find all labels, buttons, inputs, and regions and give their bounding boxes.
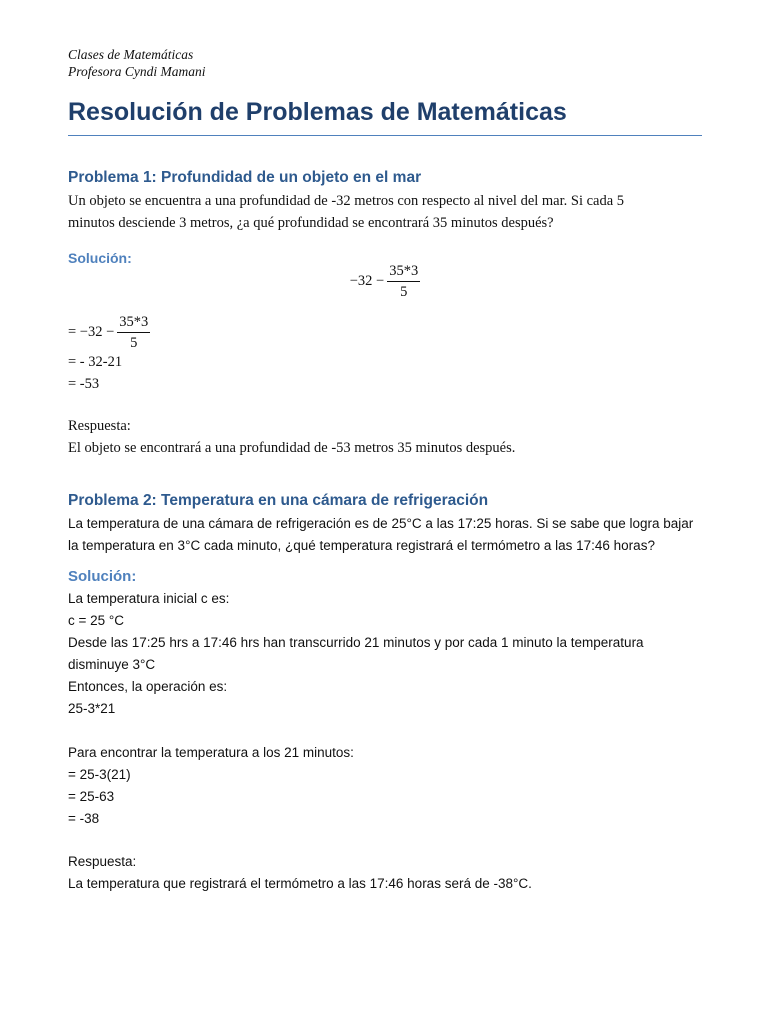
fraction bbox=[387, 262, 420, 301]
problem-2-statement-line1: La temperatura de una cámara de refrigeración es de 25°C a las 17:25 horas. Si se sabe que logra bajar bbox=[68, 516, 694, 531]
problem-1-centered-expression bbox=[68, 262, 702, 301]
header-teacher-name: Profesora Cyndi Mamani bbox=[68, 64, 206, 79]
problem-2-calc-step: = -38 bbox=[68, 811, 100, 826]
fraction-denominator: 5 bbox=[400, 284, 408, 300]
problem-1-answer-text: El objeto se encontrará a una profundidad de -53 metros 35 minutos después. bbox=[68, 440, 516, 456]
problem-2-line: 25-3*21 bbox=[68, 701, 116, 716]
fraction-numerator: 35*3 bbox=[387, 262, 420, 282]
problem-1-step-2: = - 32-21 bbox=[68, 354, 123, 370]
problem-1-heading: Problema 1: Profundidad de un objeto en el mar bbox=[68, 169, 422, 186]
problem-2-line: Desde las 17:25 hrs a 17:46 hrs han transcurrido 21 minutos y por cada 1 minuto la temperatura bbox=[68, 635, 644, 650]
problem-1-statement-line1: Un objeto se encuentra a una profundidad de -32 metros con respecto al nivel del mar. Si cada 5 bbox=[68, 193, 625, 209]
problem-1-step-3: = -53 bbox=[68, 376, 100, 392]
problem-2-line: disminuye 3°C bbox=[68, 657, 156, 672]
problem-1-step-1 bbox=[68, 313, 702, 352]
problem-2-heading: Problema 2: Temperatura en una cámara de refrigeración bbox=[68, 492, 489, 509]
problem-2-solution-label: Solución: bbox=[68, 568, 137, 585]
problem-2-statement-line2: la temperatura en 3°C cada minuto, ¿qué temperatura registrará el termómetro a las 17:46 horas? bbox=[68, 538, 655, 553]
problem-1-answer-label: Respuesta: bbox=[68, 418, 131, 434]
problem-1-section bbox=[68, 168, 702, 459]
header-class-name: Clases de Matemáticas bbox=[68, 47, 194, 62]
fraction-numerator: 35*3 bbox=[117, 313, 150, 333]
fraction-denominator: 5 bbox=[130, 335, 138, 351]
problem-2-line: Entonces, la operación es: bbox=[68, 679, 228, 694]
problem-2-calc-step: = 25-3(21) bbox=[68, 767, 131, 782]
problem-2-line: La temperatura inicial c es: bbox=[68, 591, 230, 606]
problem-2-answer-text: La temperatura que registrará el termómetro a las 17:46 horas será de -38°C. bbox=[68, 876, 532, 891]
page-title: Resolución de Problemas de Matemáticas bbox=[68, 96, 702, 136]
expression-minus-32: −32 − bbox=[349, 273, 385, 289]
document-page bbox=[68, 46, 702, 895]
problem-2-line: c = 25 °C bbox=[68, 613, 125, 628]
problem-1-solution-label: Solución: bbox=[68, 250, 132, 266]
problem-2-calc-intro: Para encontrar la temperatura a los 21 minutos: bbox=[68, 745, 354, 760]
problem-1-statement-line2: minutos desciende 3 metros, ¿a qué profundidad se encontrará 35 minutos después? bbox=[68, 215, 554, 231]
step-1-lhs: = −32 − bbox=[68, 324, 115, 340]
problem-2-answer-label: Respuesta: bbox=[68, 854, 137, 869]
problem-2-calc-step: = 25-63 bbox=[68, 789, 115, 804]
fraction bbox=[117, 313, 150, 352]
problem-2-section bbox=[68, 491, 702, 895]
